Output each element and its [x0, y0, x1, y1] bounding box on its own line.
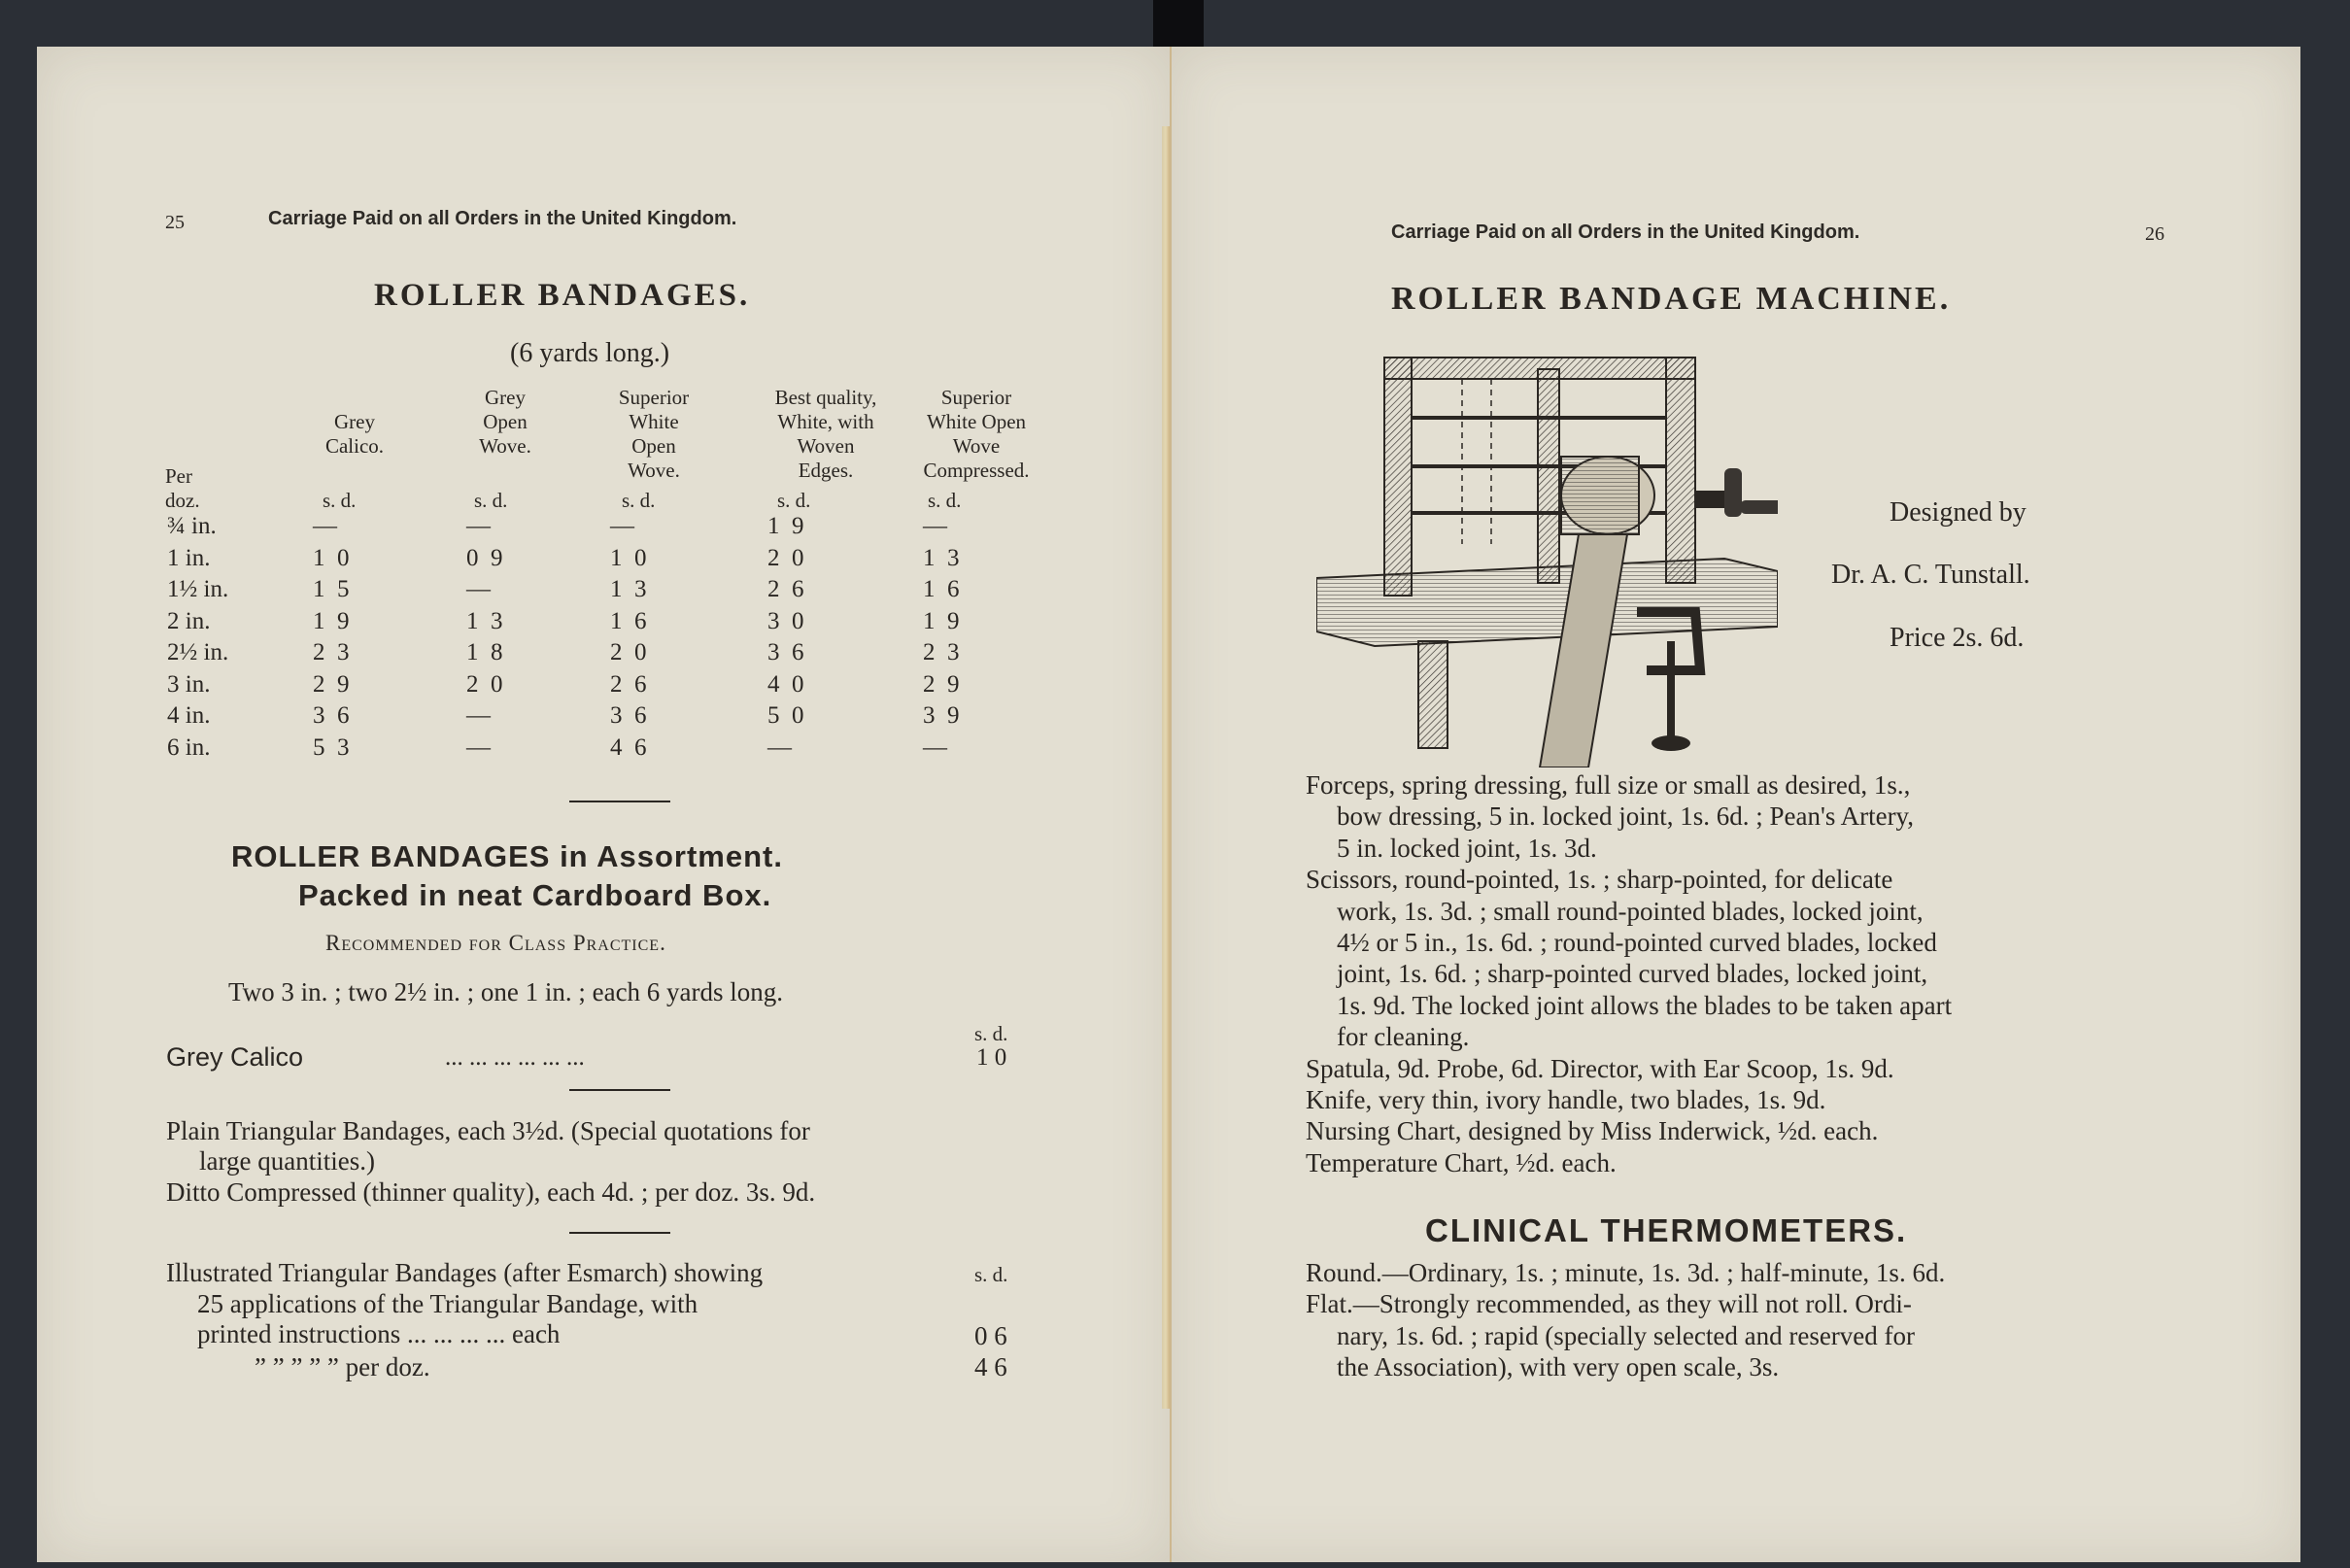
- row-size-label: 1 in.: [167, 544, 211, 571]
- instrument-line: Spatula, 9d. Probe, 6d. Director, with Ear Scoop, 1s. 9d.: [1306, 1053, 1894, 1083]
- designed-by: Designed by: [1890, 497, 2026, 528]
- row-size-label: 6 in.: [167, 733, 211, 761]
- running-head-right: Carriage Paid on all Orders in the United Kingdom.: [1391, 222, 1860, 243]
- triangular-line1: Plain Triangular Bandages, each 3½d. (Special quotations for: [166, 1116, 810, 1145]
- instrument-line: 5 in. locked joint, 1s. 3d.: [1337, 833, 1597, 863]
- instrument-line: Knife, very thin, ivory handle, two blades, 1s. 9d.: [1306, 1085, 1826, 1114]
- table-cell: 3 0: [767, 607, 804, 634]
- page-title-right: ROLLER BANDAGE MACHINE.: [1391, 281, 1952, 317]
- divider: [569, 801, 670, 802]
- table-cell: 1 0: [610, 544, 647, 571]
- table-cell: 1 9: [313, 607, 350, 634]
- assortment-units: s. d.: [974, 1022, 1008, 1045]
- column-heading-grey-open-wove: Grey Open Wove.: [479, 386, 531, 458]
- table-cell: 3 6: [767, 639, 804, 665]
- assortment-subtitle: Packed in neat Cardboard Box.: [298, 878, 772, 912]
- table-cell: 2 3: [313, 639, 350, 665]
- units-col4: s. d.: [777, 489, 811, 512]
- machine-price: Price 2s. 6d.: [1890, 623, 2025, 653]
- instrument-line: for cleaning.: [1337, 1022, 1470, 1052]
- row-header: Per doz.: [165, 464, 200, 512]
- thermometer-line: Round.—Ordinary, 1s. ; minute, 1s. 3d. ; half-minute, 1s. 6d.: [1306, 1258, 1946, 1287]
- table-cell: 4 6: [610, 733, 647, 761]
- page-number-right: 26: [2145, 223, 2164, 245]
- page-number-left: 25: [165, 212, 185, 233]
- instrument-line: bow dressing, 5 in. locked joint, 1s. 6d. ; Pean's Artery,: [1337, 801, 1915, 832]
- column-heading-grey-calico: Grey Calico.: [324, 410, 385, 458]
- table-cell: —: [466, 576, 491, 602]
- table-cell: —: [313, 513, 337, 539]
- assortment-price: 1 0: [976, 1044, 1007, 1071]
- illustrated-line3: printed instructions ... ... ... ... each: [197, 1319, 561, 1348]
- assortment-title: ROLLER BANDAGES in Assortment.: [231, 839, 783, 873]
- table-cell: 1 5: [313, 576, 350, 602]
- assortment-dots: ... ... ... ... ... ...: [445, 1044, 585, 1071]
- thermometer-line: the Association), with very open scale, 3s.: [1337, 1352, 1780, 1382]
- table-cell: 3 9: [923, 702, 960, 729]
- instrument-line: 4½ or 5 in., 1s. 6d. ; round-pointed curved blades, locked: [1337, 928, 1937, 957]
- column-heading-superior-compressed: Superior White Open Wove Compressed.: [923, 386, 1030, 482]
- units-col3: s. d.: [622, 489, 656, 512]
- row-size-label: 4 in.: [167, 702, 211, 729]
- illustrated-price-each: 0 6: [974, 1321, 1007, 1350]
- table-cell: 1 6: [923, 576, 960, 602]
- recommended-line: Recommended for Class Practice.: [325, 931, 666, 955]
- book-spine: [1162, 126, 1170, 1409]
- illustrated-price-doz: 4 6: [974, 1352, 1007, 1381]
- row-size-label: 2½ in.: [167, 639, 229, 665]
- instrument-line: Temperature Chart, ½d. each.: [1306, 1147, 1617, 1177]
- column-heading-best-quality: Best quality, White, with Woven Edges.: [774, 386, 877, 482]
- units-col2: s. d.: [474, 489, 508, 512]
- roller-bandage-machine-illustration: [1316, 350, 1778, 767]
- table-cell: —: [923, 513, 947, 539]
- instrument-line: work, 1s. 3d. ; small round-pointed blades, locked joint,: [1337, 896, 1924, 926]
- instrument-line: Nursing Chart, designed by Miss Inderwick, ½d. each.: [1306, 1116, 1879, 1146]
- table-cell: —: [466, 513, 491, 539]
- table-cell: 2 0: [767, 544, 804, 571]
- table-cell: —: [610, 513, 634, 539]
- table-cell: 1 3: [610, 576, 647, 602]
- running-head-left: Carriage Paid on all Orders in the United Kingdom.: [268, 208, 737, 229]
- thermometer-line: nary, 1s. 6d. ; rapid (specially selected and reserved for: [1337, 1320, 1916, 1350]
- row-size-label: ¾ in.: [167, 513, 217, 539]
- divider: [569, 1089, 670, 1091]
- illustrated-line2: 25 applications of the Triangular Bandage, with: [197, 1289, 698, 1318]
- gutter-shadow: [1153, 0, 1204, 47]
- table-cell: 1 6: [610, 607, 647, 634]
- table-cell: 1 3: [923, 544, 960, 571]
- units-col5: s. d.: [928, 489, 962, 512]
- table-cell: 2 9: [313, 670, 350, 698]
- title-subtitle: (6 yards long.): [510, 338, 670, 368]
- instrument-line: Forceps, spring dressing, full size or small as desired, 1s.,: [1306, 770, 1911, 800]
- row-size-label: 1½ in.: [167, 576, 229, 602]
- triangular-line3: Ditto Compressed (thinner quality), each 4d. ; per doz. 3s. 9d.: [166, 1177, 816, 1207]
- instrument-line: 1s. 9d. The locked joint allows the blades to be taken apart: [1337, 990, 1953, 1020]
- table-cell: 1 9: [923, 607, 960, 634]
- table-cell: 5 0: [767, 702, 804, 729]
- table-cell: 0 9: [466, 544, 503, 571]
- illustrated-units: s. d.: [974, 1263, 1008, 1286]
- table-cell: 2 0: [610, 639, 647, 665]
- designer-name: Dr. A. C. Tunstall.: [1831, 560, 2030, 590]
- table-cell: 2 3: [923, 639, 960, 665]
- table-cell: 5 3: [313, 733, 350, 761]
- table-cell: 4 0: [767, 670, 804, 698]
- divider: [569, 1232, 670, 1234]
- table-cell: —: [466, 733, 491, 761]
- assortment-item-label: Grey Calico: [166, 1042, 304, 1072]
- table-cell: —: [767, 733, 792, 761]
- table-cell: —: [466, 702, 491, 729]
- table-cell: 1 0: [313, 544, 350, 571]
- table-cell: 2 6: [767, 576, 804, 602]
- table-cell: 2 0: [466, 670, 503, 698]
- instrument-line: joint, 1s. 6d. ; sharp-pointed curved blades, locked joint,: [1337, 959, 1928, 989]
- table-cell: 1 8: [466, 639, 503, 665]
- row-size-label: 3 in.: [167, 670, 211, 698]
- row-size-label: 2 in.: [167, 607, 211, 634]
- table-cell: 2 9: [923, 670, 960, 698]
- thermometer-line: Flat.—Strongly recommended, as they will not roll. Ordi-: [1306, 1289, 1912, 1319]
- thermometers-title: CLINICAL THERMOMETERS.: [1425, 1212, 1908, 1248]
- units-col1: s. d.: [323, 489, 357, 512]
- table-cell: 2 6: [610, 670, 647, 698]
- table-cell: 1 3: [466, 607, 503, 634]
- page-title-left: ROLLER BANDAGES.: [374, 278, 751, 313]
- illustrated-line1: Illustrated Triangular Bandages (after Esmarch) showing: [166, 1258, 764, 1287]
- assortment-contents: Two 3 in. ; two 2½ in. ; one 1 in. ; each 6 yards long.: [228, 977, 784, 1006]
- table-cell: 3 6: [313, 702, 350, 729]
- table-cell: 3 6: [610, 702, 647, 729]
- illustrated-line4: ” ” ” ” ” per doz.: [255, 1352, 430, 1381]
- column-heading-superior-white: Superior White Open Wove.: [618, 386, 690, 482]
- instrument-line: Scissors, round-pointed, 1s. ; sharp-pointed, for delicate: [1306, 865, 1893, 895]
- table-cell: —: [923, 733, 947, 761]
- table-cell: 1 9: [767, 513, 804, 539]
- triangular-line2: large quantities.): [199, 1146, 375, 1176]
